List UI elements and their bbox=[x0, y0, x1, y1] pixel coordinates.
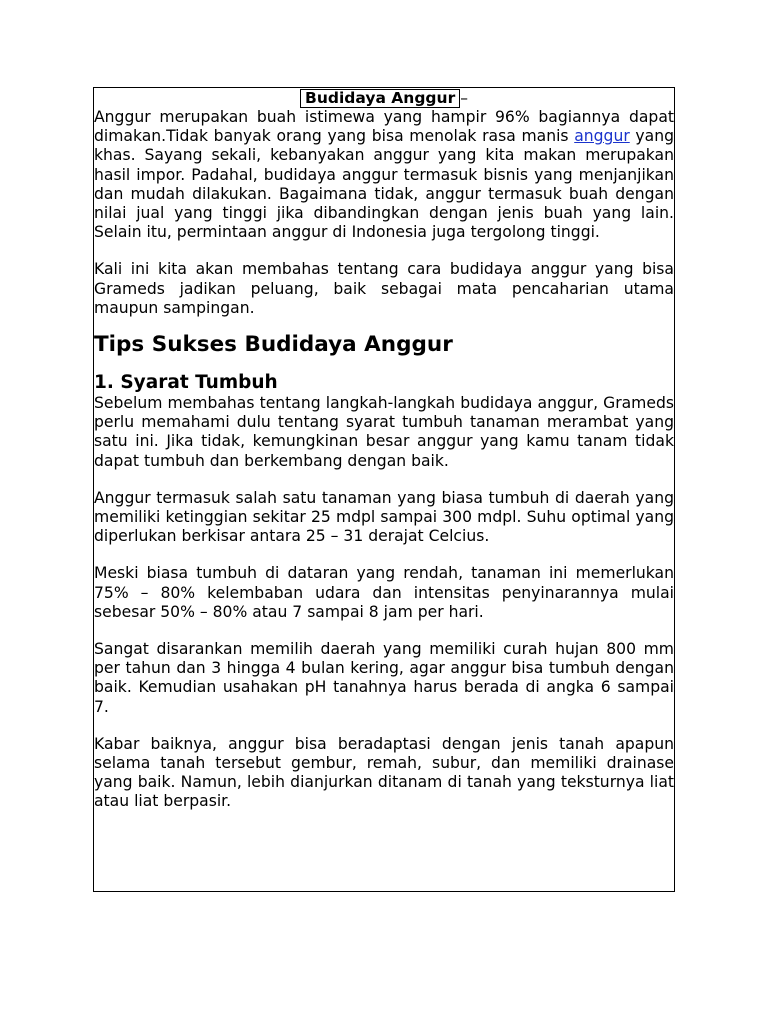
syarat-paragraph-1: Sebelum membahas tentang langkah-langkah budidaya anggur, Grameds perlu memahami dulu tentang syarat tumbuh tanaman merambat yang satu ini. Jika tidak, kemungkinan besar anggur yang kamu tanam tidak dapat tumbuh dan berkembang dengan baik. bbox=[94, 394, 674, 470]
article-content bbox=[94, 88, 674, 812]
syarat-paragraph-2: Anggur termasuk salah satu tanaman yang biasa tumbuh di daerah yang memiliki ketinggian sekitar 25 mdpl sampai 300 mdpl. Suhu optimal yang diperlukan berkisar antara 25 – 31 derajat Celcius. bbox=[94, 488, 674, 546]
intro-text-after-link: yang khas. Sayang sekali, kebanyakan anggur yang kita makan merupakan hasil impor. Padahal, budidaya anggur termasuk bisnis yang menjanjikan dan mudah dilakukan. Bagaimana tidak, anggur termasuk buah dengan nilai jual yang tinggi jika dibandingkan dengan jenis buah yang lain. Selain itu, permintaan anggur di Indonesia juga tergolong tinggi. bbox=[94, 127, 674, 242]
document-frame bbox=[93, 87, 675, 892]
heading-syarat-tumbuh: 1. Syarat Tumbuh bbox=[94, 372, 278, 394]
syarat-paragraph-5: Kabar baiknya, anggur bisa beradaptasi dengan jenis tanah apapun selama tanah tersebut gembur, remah, subur, dan memiliki drainase yang baik. Namun, lebih dianjurkan ditanam di tanah yang teksturnya liat atau liat berpasir. bbox=[94, 734, 674, 811]
intro-paragraph bbox=[94, 108, 674, 242]
title-dash: – bbox=[460, 89, 468, 107]
paragraph-2: Kali ini kita akan membahas tentang cara budidaya anggur yang bisa Grameds jadikan peluang, baik sebagai mata pencaharian utama maupun sampingan. bbox=[94, 260, 674, 317]
syarat-paragraph-4: Sangat disarankan memilih daerah yang memiliki curah hujan 800 mm per tahun dan 3 hingga 4 bulan kering, agar anggur bisa tumbuh dengan baik. Kemudian usahakan pH tanahnya harus berada di angka 6 sampai 7. bbox=[94, 640, 674, 716]
title-row bbox=[94, 88, 674, 108]
heading-tips: Tips Sukses Budidaya Anggur bbox=[94, 332, 453, 358]
article-title: Budidaya Anggur bbox=[300, 89, 460, 108]
intro-text-before-link: Anggur merupakan buah istimewa yang hampir 96% bagiannya dapat dimakan.Tidak banyak orang yang bisa menolak rasa manis bbox=[94, 108, 674, 146]
anggur-link[interactable]: anggur bbox=[574, 127, 630, 146]
syarat-paragraph-3: Meski biasa tumbuh di dataran yang rendah, tanaman ini memerlukan 75% – 80% kelembaban udara dan intensitas penyinarannya mulai sebesar 50% – 80% atau 7 sampai 8 jam per hari. bbox=[94, 564, 674, 621]
